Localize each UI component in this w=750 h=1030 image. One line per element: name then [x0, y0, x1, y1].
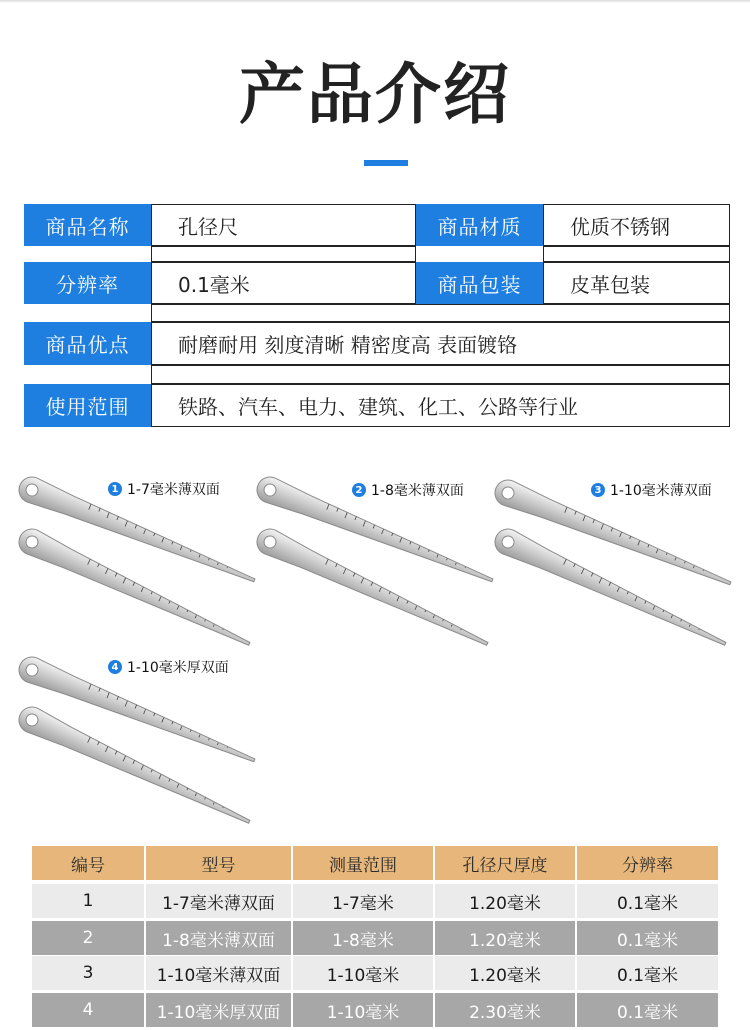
spacer-cell — [151, 365, 730, 384]
gauge-2-b — [253, 525, 493, 655]
table-row — [32, 884, 718, 918]
table-cell: 0.1毫米 — [577, 956, 718, 990]
gauge-4-b — [15, 703, 255, 833]
product-label-3: 3 1-10毫米薄双面 — [591, 480, 712, 500]
table-cell: 1.20毫米 — [435, 956, 577, 990]
top-shadow-strip — [0, 0, 750, 3]
spec-header-row — [32, 846, 718, 880]
product-images — [0, 460, 750, 840]
spacer-cell — [151, 304, 730, 322]
product-info-table — [24, 204, 730, 427]
table-cell: 2 — [32, 921, 146, 955]
material-label: 商品材质 — [416, 204, 543, 246]
table-cell: 3 — [32, 956, 146, 990]
product-label-2: 2 1-8毫米薄双面 — [352, 480, 464, 500]
product-label-1: 1 1-7毫米薄双面 — [108, 479, 220, 499]
table-cell: 0.1毫米 — [577, 884, 718, 918]
table-cell: 1.20毫米 — [435, 884, 577, 918]
table-cell: 0.1毫米 — [577, 921, 718, 955]
number-badge: 4 — [108, 660, 122, 674]
material-value: 优质不锈钢 — [543, 204, 730, 246]
name-label: 商品名称 — [24, 204, 151, 246]
usage-value: 铁路、汽车、电力、建筑、化工、公路等行业 — [151, 384, 730, 427]
header-cell: 分辨率 — [577, 846, 718, 880]
table-cell: 1-10毫米 — [293, 956, 435, 990]
package-label: 商品包装 — [416, 262, 543, 304]
gauge-3-b — [491, 525, 731, 655]
advantage-value: 耐磨耐用 刻度清晰 精密度高 表面镀铬 — [151, 322, 730, 365]
header-cell: 孔径尺厚度 — [435, 846, 577, 880]
table-cell: 1-8毫米薄双面 — [146, 921, 293, 955]
table-cell: 1-10毫米厚双面 — [146, 993, 293, 1027]
package-value: 皮革包装 — [543, 262, 730, 304]
spacer-cell — [151, 246, 416, 262]
table-cell: 1-10毫米 — [293, 993, 435, 1027]
header-cell: 编号 — [32, 846, 146, 880]
table-cell: 1-10毫米薄双面 — [146, 956, 293, 990]
table-cell: 1.20毫米 — [435, 921, 577, 955]
number-badge: 1 — [108, 482, 122, 496]
table-cell: 4 — [32, 993, 146, 1027]
number-badge: 2 — [352, 483, 366, 497]
table-cell: 0.1毫米 — [577, 993, 718, 1027]
table-cell: 1-7毫米薄双面 — [146, 884, 293, 918]
usage-label: 使用范围 — [24, 384, 151, 427]
advantage-label: 商品优点 — [24, 322, 151, 365]
table-cell: 2.30毫米 — [435, 993, 577, 1027]
table-row — [32, 921, 718, 955]
header-cell: 型号 — [146, 846, 293, 880]
header-cell: 测量范围 — [293, 846, 435, 880]
number-badge: 3 — [591, 483, 605, 497]
product-label-4: 4 1-10毫米厚双面 — [108, 657, 229, 677]
page-title: 产品介绍 — [239, 56, 511, 133]
table-row — [32, 993, 718, 1027]
table-cell: 1-8毫米 — [293, 921, 435, 955]
table-row — [32, 956, 718, 990]
gauge-1-b — [15, 525, 255, 655]
title-underline — [364, 160, 408, 166]
resolution-value: 0.1毫米 — [151, 262, 416, 304]
resolution-label: 分辨率 — [24, 262, 151, 304]
table-cell: 1-7毫米 — [293, 884, 435, 918]
name-value: 孔径尺 — [151, 204, 416, 246]
table-cell: 1 — [32, 884, 146, 918]
spacer-cell — [543, 246, 730, 262]
